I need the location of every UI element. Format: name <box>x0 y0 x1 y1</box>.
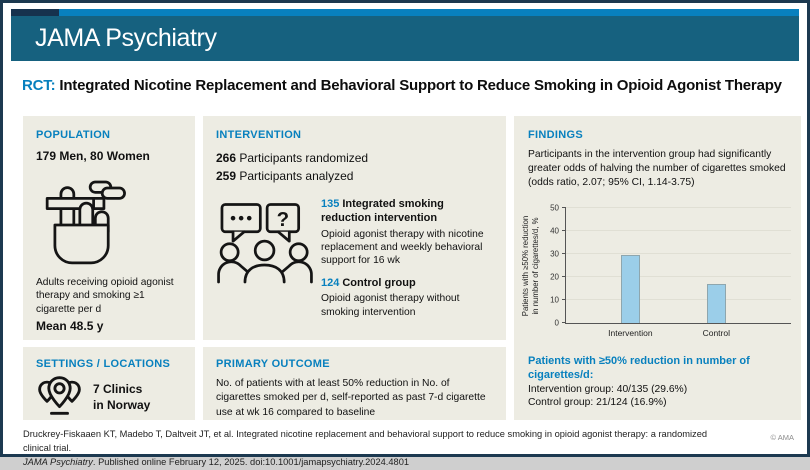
intervention-panel <box>203 116 506 340</box>
study-type-label: RCT: <box>22 77 56 94</box>
citation-line1: Druckrey-Fiskaaen KT, Madebo T, Daltveit JT, et al. Integrated nicotine replacement and behavioral support to reduce smoking in opioid agonist therapy: a randomized clinical trial. <box>23 429 708 453</box>
hand-with-cigarette-icon <box>42 171 182 272</box>
citation-footer <box>23 428 733 470</box>
population-description: Adults receiving opioid agonist therapy and smoking ≥1 cigarette per d <box>36 277 174 315</box>
results-control-line: Control group: 21/124 (16.9%) <box>528 397 667 409</box>
findings-summary: Participants in the intervention group had significantly greater odds of halving the number of cigarettes smoked (odds ratio, 2.07; 95% CI, 1.14-3.75) <box>528 149 786 188</box>
x-category-label: Intervention <box>608 328 653 338</box>
journal-name-italic: JAMA Psychiatry <box>23 456 93 467</box>
settings-text <box>93 382 150 413</box>
analyzed-label: Participants analyzed <box>239 169 354 183</box>
map-pins-icon <box>36 375 83 421</box>
svg-text:?: ? <box>276 207 290 231</box>
findings-heading: FINDINGS <box>528 129 583 141</box>
primary-outcome-heading: PRIMARY OUTCOME <box>216 358 330 370</box>
population-mean-age: Mean 48.5 y <box>36 319 104 334</box>
journal-title: JAMA Psychiatry <box>35 24 217 52</box>
intervention-groups <box>321 198 490 328</box>
group-name: Integrated smoking reduction intervention <box>321 198 444 224</box>
population-demographics: 179 Men, 80 Women <box>36 149 150 163</box>
participant-counts <box>216 149 490 185</box>
bar-control <box>707 284 726 323</box>
discussion-group-icon <box>216 198 321 328</box>
group-name: Control group <box>342 276 416 289</box>
article-title-text: Integrated Nicotine Replacement and Behavioral Support to Reduce Smoking in Opioid Agonist Therapy <box>59 77 782 94</box>
group-description: Opioid agonist therapy without smoking intervention <box>321 293 460 318</box>
y-tick: 10 <box>550 295 559 305</box>
y-tick: 20 <box>550 272 559 282</box>
group-n: 135 <box>321 198 340 210</box>
findings-bar-chart <box>521 203 791 338</box>
y-tick: 30 <box>550 249 559 259</box>
population-heading: POPULATION <box>36 129 111 141</box>
settings-panel <box>23 347 195 420</box>
y-tick: 50 <box>550 203 559 213</box>
citation-line2 <box>23 456 733 470</box>
citation-line2-rest: . Published online February 12, 2025. doi:10.1001/jamapsychiatry.2024.4801 <box>92 456 410 467</box>
population-panel <box>23 116 195 340</box>
settings-heading: SETTINGS / LOCATIONS <box>36 358 171 370</box>
intervention-heading: INTERVENTION <box>216 129 302 141</box>
clinics-count: 7 Clinics <box>93 382 143 397</box>
top-accent-strip-navy <box>11 9 59 16</box>
x-category-label: Control <box>702 328 730 338</box>
primary-outcome-panel <box>203 347 506 420</box>
y-tick: 0 <box>554 318 559 328</box>
group-description: Opioid agonist therapy with nicotine replacement and weekly behavioral support for 16 wk <box>321 228 484 267</box>
results-heading: Patients with ≥50% reduction in number of cigarettes/d: <box>528 355 750 381</box>
findings-results <box>528 355 778 410</box>
intervention-group <box>321 198 490 268</box>
randomized-count <box>216 149 490 167</box>
randomized-label: Participants randomized <box>239 151 369 165</box>
analyzed-value: 259 <box>216 169 237 183</box>
copyright-label: © AMA <box>770 433 794 442</box>
y-tick: 40 <box>550 226 559 236</box>
chart-plot-area <box>550 203 791 338</box>
randomized-value: 266 <box>216 151 237 165</box>
results-intervention-line: Intervention group: 40/135 (29.6%) <box>528 383 688 395</box>
group-n: 124 <box>321 276 340 289</box>
top-accent-strip <box>11 9 799 16</box>
primary-outcome-text: No. of patients with at least 50% reduction in No. of cigarettes smoked per d, self-reported as past 7-d cigarette use at wk 16 compared to baseline <box>216 378 486 418</box>
control-group <box>321 277 490 320</box>
analyzed-count <box>216 167 490 185</box>
bar-intervention <box>621 255 640 323</box>
article-title <box>22 77 800 94</box>
journal-header-bar <box>11 16 799 61</box>
y-axis-label: Patients with ≥50% reduction in number of cigarettes/d, % <box>521 215 541 317</box>
clinics-country: in Norway <box>93 398 151 412</box>
findings-panel <box>514 116 801 420</box>
